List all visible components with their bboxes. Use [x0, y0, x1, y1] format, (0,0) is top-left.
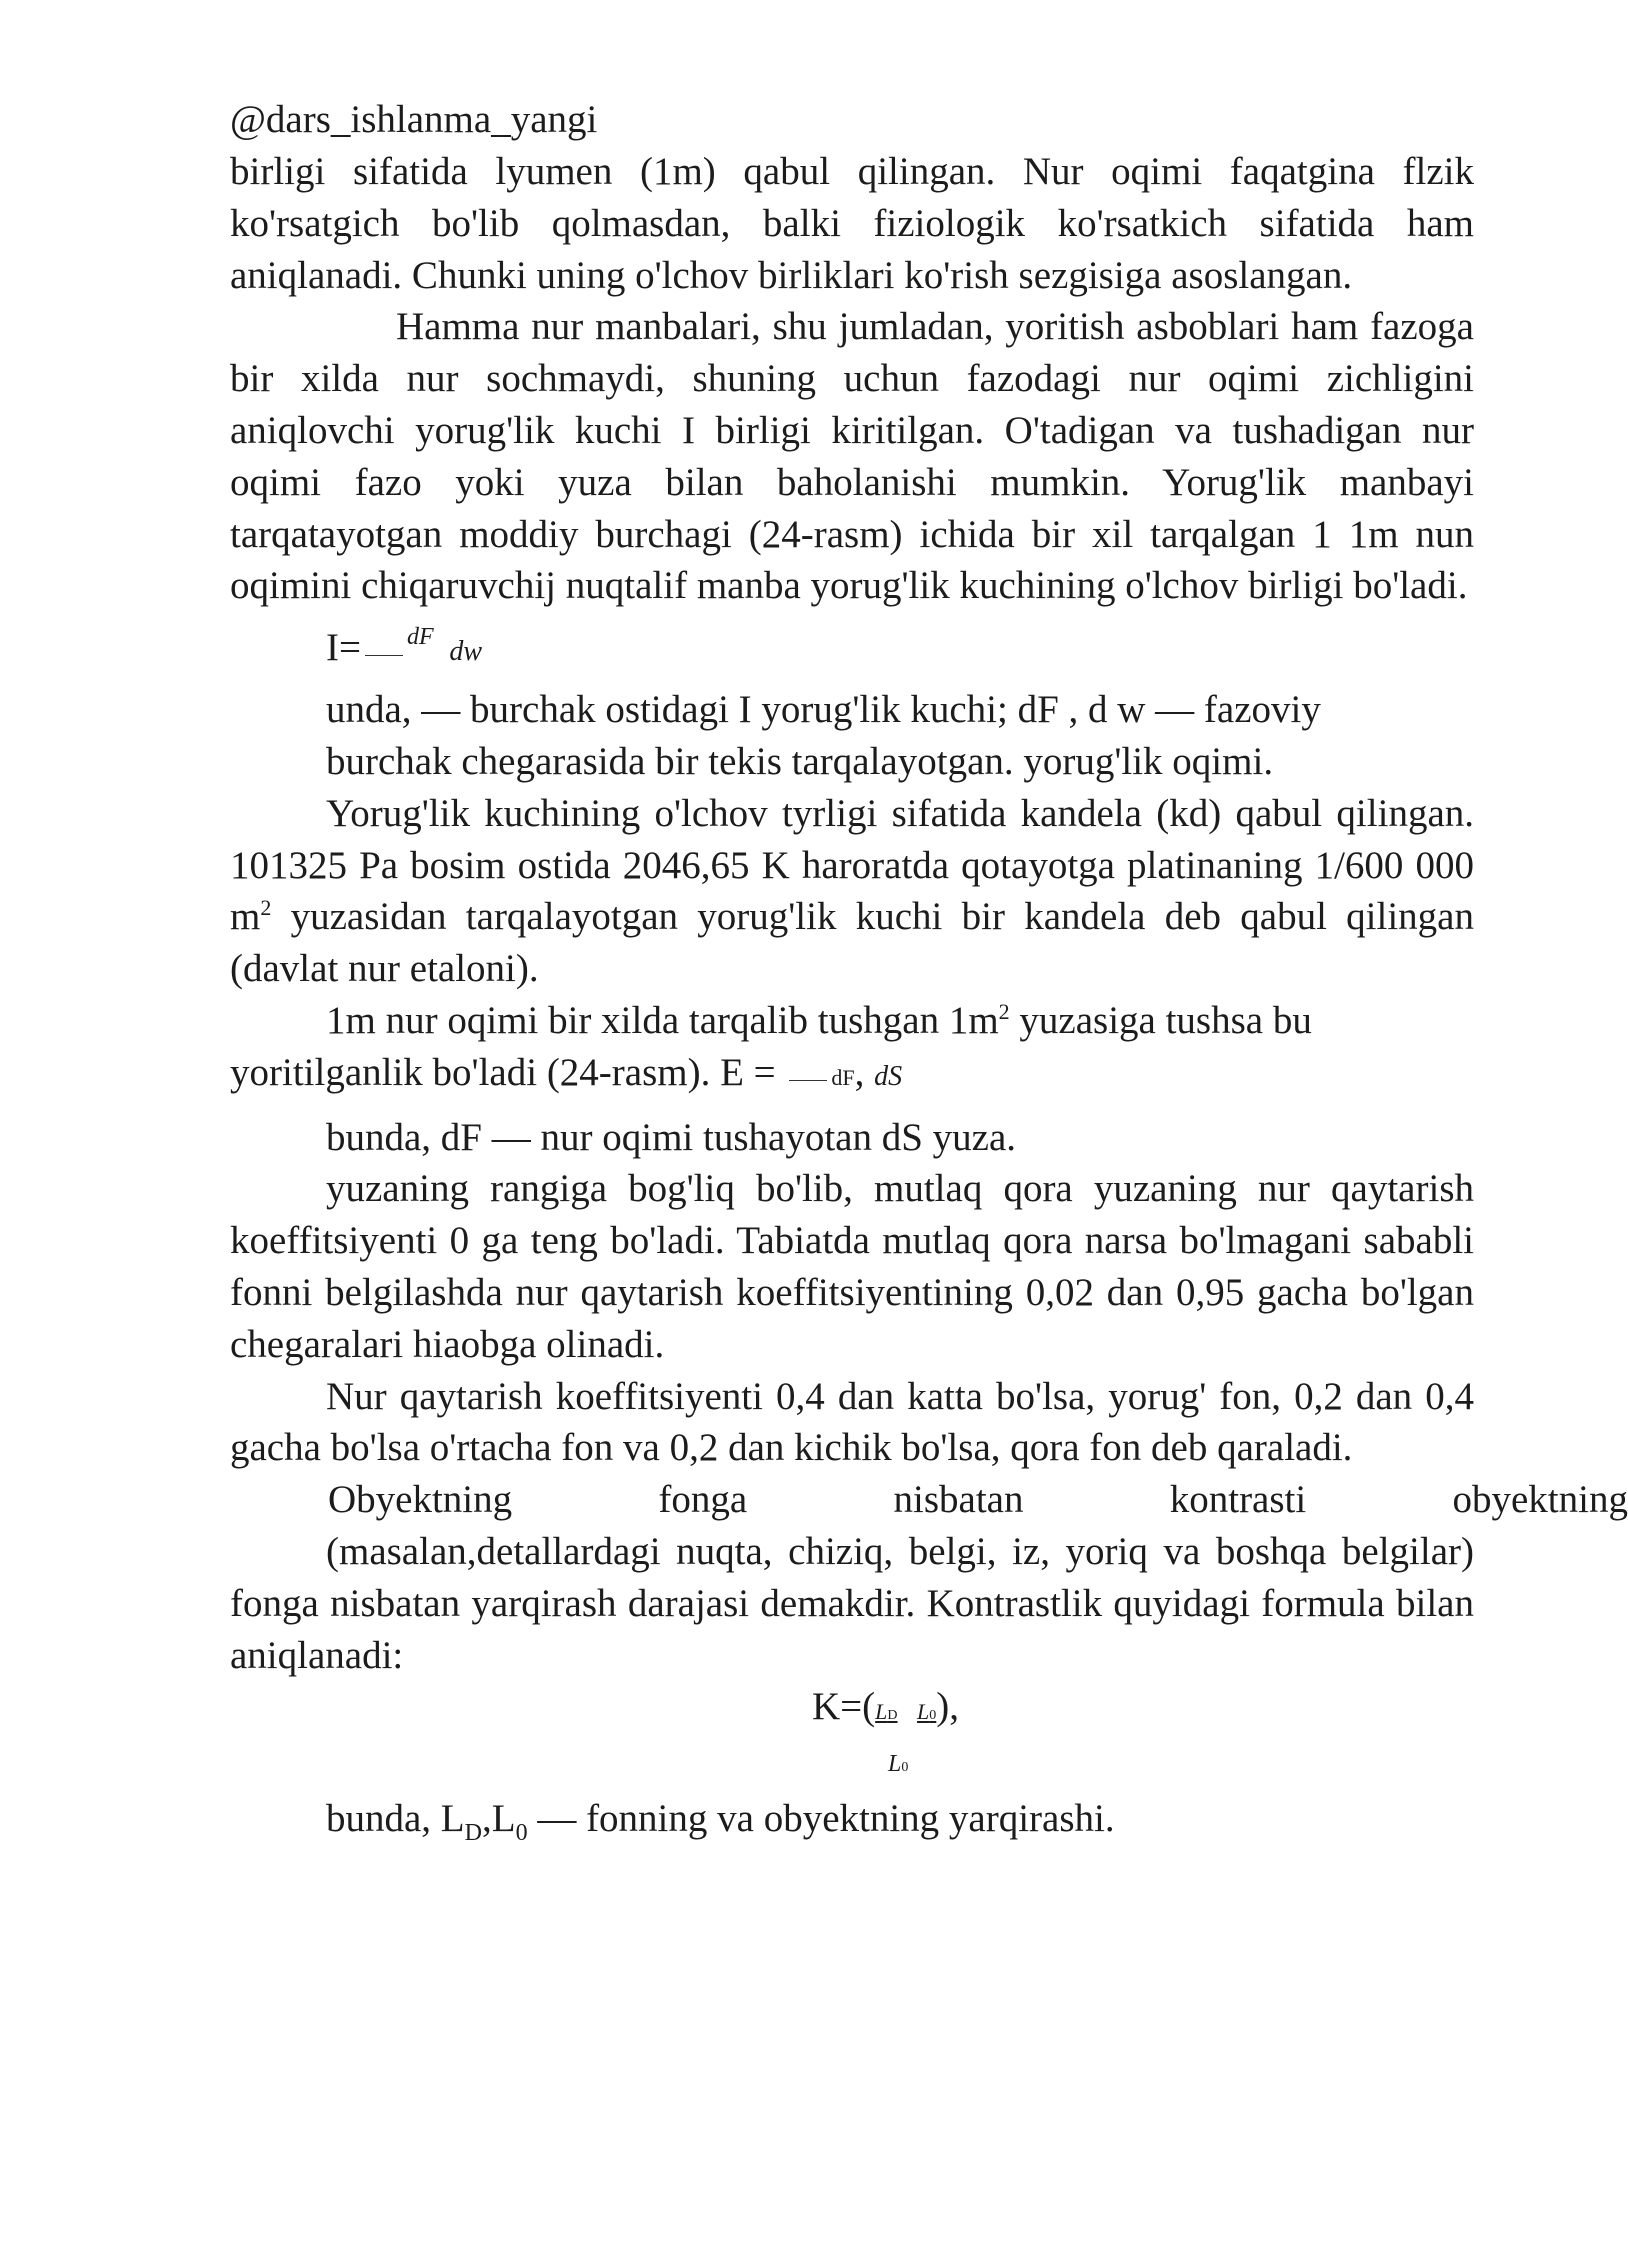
formula-contrast-main	[812, 1681, 959, 1742]
paragraph-lumen: birligi sifatida lyumen (1m) qabul qilingan. Nur oqimi faqatgina flzik ko'rsatgich bo'lib qolmasdan, balki fiziologik ko'rsatkich sifatida ham aniqlanadi. Chunki uning o'lchov birliklari ko'rish sezgisiga asoslangan.	[230, 150, 1474, 297]
contrast-word-3: nisbatan	[893, 1478, 1024, 1522]
contrast-word-4: kontrasti	[1169, 1478, 1307, 1522]
paragraph-flux-surface: bunda, dF — nur oqimi tushayotan dS yuza.	[326, 1115, 1017, 1159]
candela-text-end: yuzasidan tarqalayotgan yorug'lik kuchi bir kandela deb qabul qilingan (davlat nur etaloni).	[230, 895, 1474, 991]
candela-superscript: 2	[260, 895, 272, 921]
illuminance-comma: ,	[854, 1050, 875, 1094]
formula-intensity-denominator: dw	[449, 636, 483, 668]
paragraph-where-b: burchak chegarasida bir tekis tarqalayotgan. yorug'lik oqimi.	[326, 739, 1274, 783]
paragraph-where-a: unda, — burchak ostidagi I yorug'lik kuchi; dF , d w — fazoviy	[326, 688, 1321, 732]
contrast-word-2: fonga	[658, 1478, 748, 1522]
paragraph-contrast-first-line	[230, 1474, 1628, 1526]
illuminance-superscript: 2	[998, 998, 1010, 1024]
formula-k-lhs: K=(	[812, 1685, 876, 1729]
document-body	[230, 94, 1628, 1860]
paragraph-background-types: Nur qaytarish koeffitsiyenti 0,4 dan katta bo'lsa, yorug' fon, 0,2 dan 0,4 gacha bo'lsa o'rtacha fon va 0,2 dan kichik bo'lsa, qora fon deb qaraladi.	[230, 1374, 1474, 1470]
illuminance-text-a: 1m nur oqimi bir xilda tarqalib tushgan 1m	[326, 998, 999, 1042]
illuminance-numerator: dF	[831, 1064, 855, 1090]
paragraph-luminance-definition: bunda, $L_D,L_0$ — fonning va obyektning yarqirashi.	[326, 1797, 1115, 1847]
formula-intensity-numerator: dF	[406, 624, 434, 651]
formula-intensity-lhs: I=	[326, 626, 361, 670]
channel-handle: @dars_ishlanma_yangi	[230, 98, 598, 141]
illuminance-denominator: dS	[874, 1060, 903, 1092]
paragraph-luminous-intensity: Hamma nur manbalari, shu jumladan, yoritish asboblari ham fazoga bir xilda nur sochmaydi, shuning uchun fazodagi nur oqimi zichligini aniqlovchi yorug'lik kuchi I birligi kiritilgan. O'tadigan va tushadigan nur oqimi fazo yoki yuza bilan baholanishi mumkin. Yorug'lik manbayi tarqatayotgan moddiy burchagi (24-rasm) ichida bir xil tarqalgan 1 1m nun oqimini chiqaruvchij nuqtalif manba yorug'lik kuchining o'lchov birligi bo'ladi.	[230, 305, 1474, 608]
formula-contrast	[230, 1681, 1474, 1793]
formula-intensity	[230, 612, 1474, 684]
formula-k-term-b: L0	[917, 1699, 937, 1725]
contrast-word-5: obyektning	[1452, 1478, 1628, 1522]
formula-k-rhs: ),	[936, 1685, 960, 1729]
paragraph-contrast: (masalan,detallardagi nuqta, chiziq, belgi, iz, yoriq va boshqa belgilar) fonga nisbatan yarqirash darajasi demakdir. Kontrastlik quyidagi formula bilan aniqlanadi:	[230, 1529, 1474, 1677]
formula-k-term-a: LD	[875, 1699, 898, 1725]
fraction-line	[789, 1080, 827, 1081]
contrast-word-1: Obyektning	[328, 1478, 513, 1522]
formula-k-denominator: L0	[888, 1751, 909, 1778]
fraction-line	[365, 655, 403, 656]
candela-text-start: Yorug'lik kuchining o'lchov tyrligi sifatida kandela (kd) qabul qilingan. 101325 Pa bosim ostida 2046,65 K haroratda qotayotga platinaning 1/600 000 m	[230, 791, 1474, 939]
paragraph-reflection: yuzaning rangiga bog'liq bo'lib, mutlaq qora yuzaning nur qaytarish koeffitsiyenti 0 ga teng bo'ladi. Tabiatda mutlaq qora narsa bo'lmagani sababli fonni belgilashda nur qaytarish koeffitsiyentining 0,02 dan 0,95 gacha bo'lgan chegaralari hiaobga olinadi.	[230, 1167, 1474, 1366]
illuminance-text-b: yuzasiga tushsa bu yoritilganlik bo'ladi (24-rasm). E =	[230, 998, 1312, 1094]
paragraph-illuminance	[230, 995, 1474, 1104]
paragraph-candela	[230, 788, 1474, 995]
